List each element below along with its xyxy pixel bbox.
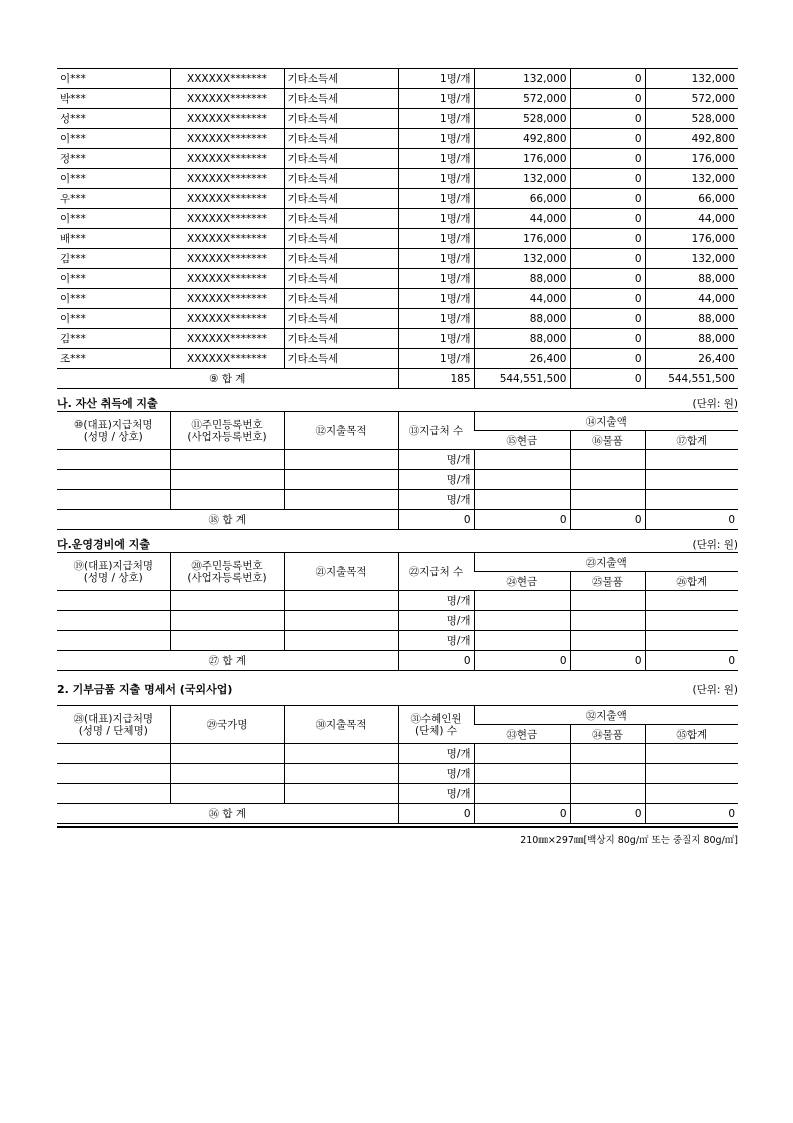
sum-row-2: ㊱ 합 계 0 0 0 0 [57,804,738,824]
purpose: 기타소득세 [284,289,398,309]
goods-amount: 0 [570,249,645,269]
table-row [57,229,738,249]
document-page [57,68,738,846]
purpose: 기타소득세 [284,249,398,269]
table-row [57,109,738,129]
table-row [57,129,738,149]
reg-number: XXXXXX******* [170,149,284,169]
cash-amount: 88,000 [474,269,570,289]
empty-row: 명/개 [57,450,738,470]
goods-amount: 0 [570,149,645,169]
header-purpose: ㉚지출목적 [284,706,398,744]
purpose: 기타소득세 [284,229,398,249]
header-total: ㉟합계 [645,725,738,744]
header-purpose: ㉑지출목적 [284,553,398,591]
header-goods: ㉕물품 [570,572,645,591]
empty-row: 명/개 [57,611,738,631]
table-row [57,289,738,309]
goods-amount: 0 [570,309,645,329]
empty-row: 명/개 [57,744,738,764]
asset-table [57,411,738,530]
total-amount: 132,000 [645,249,738,269]
payee-count: 1명/개 [398,89,474,109]
purpose: 기타소득세 [284,129,398,149]
section-na-title: 나. 자산 취득에 지출 (단위: 원) [57,397,738,410]
reg-number: XXXXXX******* [170,309,284,329]
header-reg-no: ⑪주민등록번호 (사업자등록번호) [170,412,284,450]
payment-table [57,68,738,389]
payee-count: 1명/개 [398,249,474,269]
total-amount: 26,400 [645,349,738,369]
empty-row: 명/개 [57,631,738,651]
empty-row: 명/개 [57,784,738,804]
empty-row: 명/개 [57,470,738,490]
table-row [57,309,738,329]
header-amount: ⑭지출액 [474,412,738,431]
payee-count: 1명/개 [398,229,474,249]
header-beneficiaries: ㉛수혜인원 (단체) 수 [398,706,474,744]
empty-row: 명/개 [57,764,738,784]
sum-row-na: ⑱ 합 계 0 0 0 0 [57,510,738,530]
goods-amount: 0 [570,209,645,229]
total-amount: 132,000 [645,69,738,89]
footer-divider [57,826,738,828]
purpose: 기타소득세 [284,329,398,349]
total-amount: 176,000 [645,229,738,249]
overseas-table [57,705,738,824]
reg-number: XXXXXX******* [170,249,284,269]
cash-amount: 176,000 [474,229,570,249]
reg-number: XXXXXX******* [170,269,284,289]
sum-goods: 0 [570,369,645,389]
header-amount: ㉜지출액 [474,706,738,725]
reg-number: XXXXXX******* [170,329,284,349]
cash-amount: 492,800 [474,129,570,149]
payee-count: 1명/개 [398,289,474,309]
table-row [57,349,738,369]
payee-name: 이*** [57,129,170,149]
payment-rows [57,69,738,369]
cash-amount: 572,000 [474,89,570,109]
header-total: ⑰합계 [645,431,738,450]
empty-row: 명/개 [57,591,738,611]
cash-amount: 44,000 [474,209,570,229]
payee-name: 이*** [57,269,170,289]
payee-name: 배*** [57,229,170,249]
table-row [57,269,738,289]
goods-amount: 0 [570,89,645,109]
payee-name: 우*** [57,189,170,209]
payee-name: 성*** [57,109,170,129]
reg-number: XXXXXX******* [170,89,284,109]
sum-count: 185 [398,369,474,389]
table-row [57,249,738,269]
cash-amount: 132,000 [474,249,570,269]
purpose: 기타소득세 [284,309,398,329]
purpose: 기타소득세 [284,209,398,229]
total-amount: 44,000 [645,209,738,229]
sum-label: ⑨ 합 계 [57,369,398,389]
total-amount: 66,000 [645,189,738,209]
reg-number: XXXXXX******* [170,289,284,309]
cash-amount: 44,000 [474,289,570,309]
table-row [57,169,738,189]
section-da-title: 다.운영경비에 지출 (단위: 원) [57,538,738,551]
sum-total: 544,551,500 [645,369,738,389]
total-amount: 492,800 [645,129,738,149]
operating-table [57,552,738,671]
sum-row-da: ㉗ 합 계 0 0 0 0 [57,651,738,671]
cash-amount: 176,000 [474,149,570,169]
total-amount: 88,000 [645,329,738,349]
reg-number: XXXXXX******* [170,209,284,229]
header-cash: ㉝현금 [474,725,570,744]
purpose: 기타소득세 [284,269,398,289]
goods-amount: 0 [570,169,645,189]
purpose: 기타소득세 [284,189,398,209]
paper-spec-note: 210㎜×297㎜[백상지 80g/㎡ 또는 중질지 80g/㎡] [520,835,738,846]
header-amount: ㉓지출액 [474,553,738,572]
payee-count: 1명/개 [398,149,474,169]
header-payee: ⑲(대표)지급처명 (성명 / 상호) [57,553,170,591]
reg-number: XXXXXX******* [170,109,284,129]
payee-count: 1명/개 [398,169,474,189]
reg-number: XXXXXX******* [170,349,284,369]
sum-row-1 [57,369,738,389]
header-goods: ㉞물품 [570,725,645,744]
total-amount: 88,000 [645,269,738,289]
header-purpose: ⑫지출목적 [284,412,398,450]
header-payee: ⑩(대표)지급처명 (성명 / 상호) [57,412,170,450]
total-amount: 88,000 [645,309,738,329]
goods-amount: 0 [570,329,645,349]
cash-amount: 528,000 [474,109,570,129]
table-row [57,149,738,169]
table-row [57,189,738,209]
header-count: ㉒지급처 수 [398,553,474,591]
empty-row: 명/개 [57,490,738,510]
total-amount: 132,000 [645,169,738,189]
purpose: 기타소득세 [284,149,398,169]
header-count: ⑬지급처 수 [398,412,474,450]
header-goods: ⑯물품 [570,431,645,450]
goods-amount: 0 [570,269,645,289]
payee-count: 1명/개 [398,109,474,129]
header-total: ㉖합계 [645,572,738,591]
total-amount: 176,000 [645,149,738,169]
goods-amount: 0 [570,189,645,209]
reg-number: XXXXXX******* [170,229,284,249]
payee-name: 이*** [57,289,170,309]
payee-count: 1명/개 [398,329,474,349]
payee-count: 1명/개 [398,349,474,369]
table-row [57,89,738,109]
section-2-title: 2. 기부금품 지출 명세서 (국외사업) (단위: 원) [57,683,738,696]
payee-count: 1명/개 [398,309,474,329]
payee-name: 정*** [57,149,170,169]
cash-amount: 132,000 [474,169,570,189]
goods-amount: 0 [570,289,645,309]
header-cash: ⑮현금 [474,431,570,450]
payee-count: 1명/개 [398,129,474,149]
goods-amount: 0 [570,69,645,89]
reg-number: XXXXXX******* [170,189,284,209]
purpose: 기타소득세 [284,89,398,109]
purpose: 기타소득세 [284,349,398,369]
goods-amount: 0 [570,229,645,249]
payee-name: 이*** [57,169,170,189]
payee-name: 김*** [57,249,170,269]
total-amount: 44,000 [645,289,738,309]
cash-amount: 66,000 [474,189,570,209]
cash-amount: 88,000 [474,309,570,329]
header-payee: ㉘(대표)지급처명 (성명 / 단체명) [57,706,170,744]
purpose: 기타소득세 [284,69,398,89]
header-country: ㉙국가명 [170,706,284,744]
reg-number: XXXXXX******* [170,129,284,149]
payee-count: 1명/개 [398,209,474,229]
payee-name: 이*** [57,209,170,229]
total-amount: 572,000 [645,89,738,109]
header-cash: ㉔현금 [474,572,570,591]
table-row [57,69,738,89]
goods-amount: 0 [570,129,645,149]
purpose: 기타소득세 [284,109,398,129]
payee-name: 이*** [57,69,170,89]
purpose: 기타소득세 [284,169,398,189]
payee-name: 이*** [57,309,170,329]
payee-name: 조*** [57,349,170,369]
cash-amount: 132,000 [474,69,570,89]
table-row [57,209,738,229]
goods-amount: 0 [570,349,645,369]
header-reg-no: ⑳주민등록번호 (사업자등록번호) [170,553,284,591]
payee-name: 김*** [57,329,170,349]
table-row [57,329,738,349]
payee-name: 박*** [57,89,170,109]
payee-count: 1명/개 [398,269,474,289]
sum-cash: 544,551,500 [474,369,570,389]
cash-amount: 26,400 [474,349,570,369]
payee-count: 1명/개 [398,69,474,89]
payee-count: 1명/개 [398,189,474,209]
reg-number: XXXXXX******* [170,169,284,189]
cash-amount: 88,000 [474,329,570,349]
reg-number: XXXXXX******* [170,69,284,89]
goods-amount: 0 [570,109,645,129]
total-amount: 528,000 [645,109,738,129]
